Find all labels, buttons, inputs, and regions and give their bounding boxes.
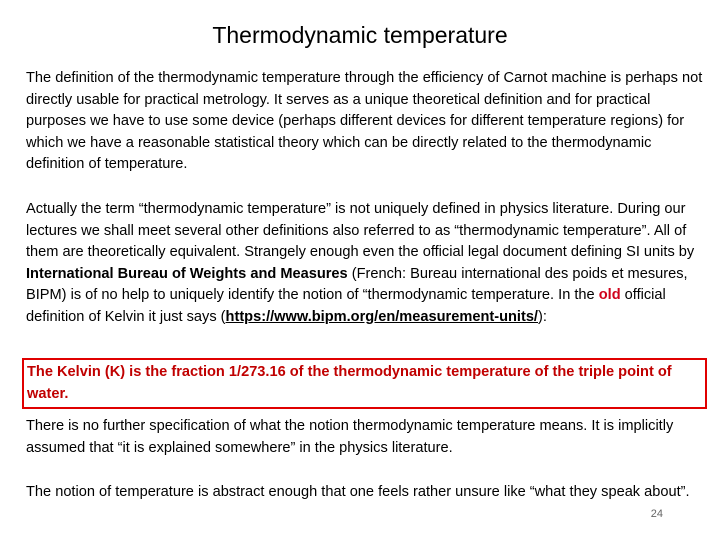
paragraph-no-specification <box>26 416 704 459</box>
slide-title: Thermodynamic temperature <box>212 22 508 48</box>
paragraph-text-part: ): <box>538 308 547 325</box>
page-number: 24 <box>650 508 663 520</box>
paragraph-text: The definition of the thermodynamic temperature through the efficiency of Carnot machine is perhaps not directly usable for practical metrology. It serves as a unique theoretical definition and for practical purposes we have to use some device (perhaps different devices for different temperature regions) for which we have a reasonable statistical theory which can be directly related to the thermodynamic definition of temperature. <box>26 70 703 172</box>
paragraph-text-part: (French: Bureau international des poids et mesures, BIPM) is of no help to uniquely identify the notion of “thermodynamic temperature. In the <box>26 265 688 303</box>
bipm-name: International Bureau of Weights and Measures <box>26 265 348 282</box>
paragraph-text-part: official definition of Kelvin it just says ( <box>26 287 666 325</box>
paragraph-carnot-definition <box>26 68 704 176</box>
paragraph-text: The notion of temperature is abstract enough that one feels rather unsure like “what they speak about”. <box>26 484 690 500</box>
paragraph-text: There is no further specification of what the notion thermodynamic temperature means. It is implicitly assumed that “it is explained somewhere” in the physics literature. <box>26 418 674 456</box>
kelvin-definition-box: The Kelvin (K) is the fraction 1/273.16 of the thermodynamic temperature of the triple point of water. <box>22 358 707 409</box>
bipm-link[interactable]: https://www.bipm.org/en/measurement-units/ <box>225 308 538 325</box>
paragraph-abstract-notion <box>26 482 704 504</box>
paragraph-text-part: Actually the term “thermodynamic temperature” is not uniquely defined in physics literature. During our lectures we shall meet several other definitions also referred to as “thermodynamic temperature”. All of them are theoretically equivalent. Strangely enough even the official legal document defining SI units by <box>26 201 695 260</box>
paragraph-thermodynamic-term <box>26 199 704 328</box>
old-highlight: old <box>598 287 621 303</box>
